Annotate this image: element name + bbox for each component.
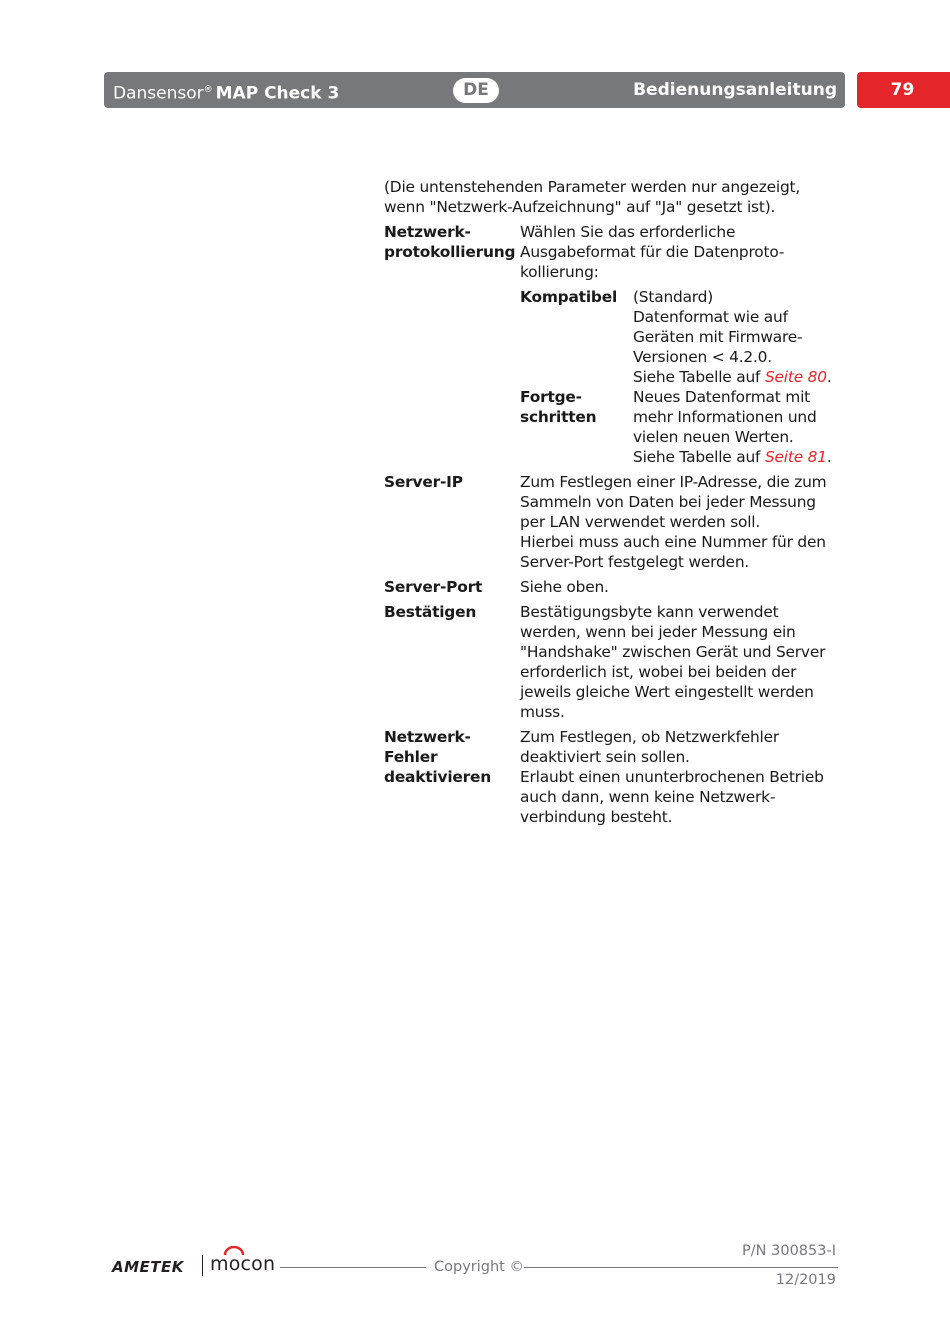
option-row-compatible — [520, 287, 839, 387]
page-number-box — [857, 72, 950, 108]
ametek-logo: AMETEK — [112, 1258, 184, 1276]
page-link-80[interactable]: Seite 80 — [764, 368, 827, 386]
parameter-table — [384, 222, 839, 832]
mocon-logo: mocon — [210, 1253, 276, 1275]
ref-suffix: . — [826, 368, 832, 386]
option-line: Neues Datenformat mit mehr Informationen und vielen neuen Werten. — [633, 388, 817, 446]
product-name — [113, 78, 339, 102]
term-line: protokollierung — [384, 243, 516, 261]
param-desc-text: Erlaubt einen ununterbrochenen Betrieb auch dann, wenn keine Netzwerk-verbindung besteht. — [520, 768, 824, 826]
intro-text: (Die untenstehenden Parameter werden nur angezeigt, wenn "Netzwerk-Aufzeichnung" auf "Ja" gesetzt ist). — [384, 178, 801, 216]
part-number: P/N 300853-I — [742, 1243, 836, 1259]
param-row-server-ip — [384, 472, 839, 577]
param-term: Server-IP — [384, 473, 463, 491]
param-description: Bestätigungsbyte kann verwendet werden, wenn bei jeder Messung ein "Handshake" zwischen Gerät und Server erforderlich ist, wobei bei beiden der jeweils gleiche Wert eingestellt werden muss. — [520, 603, 826, 721]
brand-name: Dansensor — [113, 83, 204, 104]
page-number: 79 — [890, 80, 915, 100]
option-description — [633, 387, 839, 467]
language-badge: DE — [453, 78, 499, 103]
param-desc-text: Zum Festlegen einer IP-Adresse, die zum Sammeln von Daten bei jeder Messung per LAN verwendet werden soll. — [520, 473, 827, 531]
param-row-network-logging — [384, 222, 839, 472]
param-term: Server-Port — [384, 578, 483, 596]
param-desc-text: Hierbei muss auch eine Nummer für den Server-Port festgelegt werden. — [520, 533, 826, 571]
param-row-server-port — [384, 577, 839, 602]
term-line: schritten — [520, 408, 597, 426]
option-line: Datenformat wie auf Geräten mit Firmware-Versionen < 4.2.0. — [633, 308, 803, 366]
param-term — [384, 222, 520, 472]
option-line: (Standard) — [633, 288, 714, 306]
option-reference — [633, 447, 839, 467]
param-desc-text: Wählen Sie das erforderliche Ausgabeformat für die Datenproto-kollierung: — [520, 223, 785, 281]
param-description: Siehe oben. — [520, 578, 609, 596]
term-line: Netzwerk- — [384, 728, 471, 746]
page-link-81[interactable]: Seite 81 — [764, 448, 827, 466]
param-term: Bestätigen — [384, 603, 477, 621]
option-row-advanced — [520, 387, 839, 467]
param-description — [520, 727, 839, 832]
document-date: 12/2019 — [775, 1272, 836, 1288]
footer-rule-left — [280, 1267, 426, 1268]
param-row-network-errors — [384, 727, 839, 832]
param-desc-text: Zum Festlegen, ob Netzwerkfehler deaktiviert sein sollen. — [520, 728, 780, 766]
registered-mark: ® — [203, 85, 213, 95]
main-content — [384, 177, 839, 832]
option-description — [633, 287, 839, 387]
option-term: Kompatibel — [520, 288, 618, 306]
option-reference — [633, 367, 839, 387]
copyright-text: Copyright © — [434, 1259, 524, 1275]
term-line: deaktivieren — [384, 768, 492, 786]
param-description — [520, 222, 839, 472]
param-row-confirm — [384, 602, 839, 727]
product-model: MAP Check 3 — [215, 83, 340, 104]
param-term — [384, 727, 520, 832]
ref-suffix: . — [826, 448, 832, 466]
ref-prefix: Siehe Tabelle auf — [633, 368, 765, 386]
manual-title: Bedienungsanleitung — [633, 80, 837, 100]
term-line: Fortge- — [520, 388, 582, 406]
format-options-table — [520, 287, 839, 467]
option-term — [520, 387, 633, 467]
footer-rule-right — [524, 1267, 838, 1268]
ref-prefix: Siehe Tabelle auf — [633, 448, 765, 466]
term-line: Netzwerk- — [384, 223, 471, 241]
logo-divider — [202, 1255, 203, 1276]
param-description — [520, 472, 839, 577]
term-line: Fehler — [384, 748, 438, 766]
